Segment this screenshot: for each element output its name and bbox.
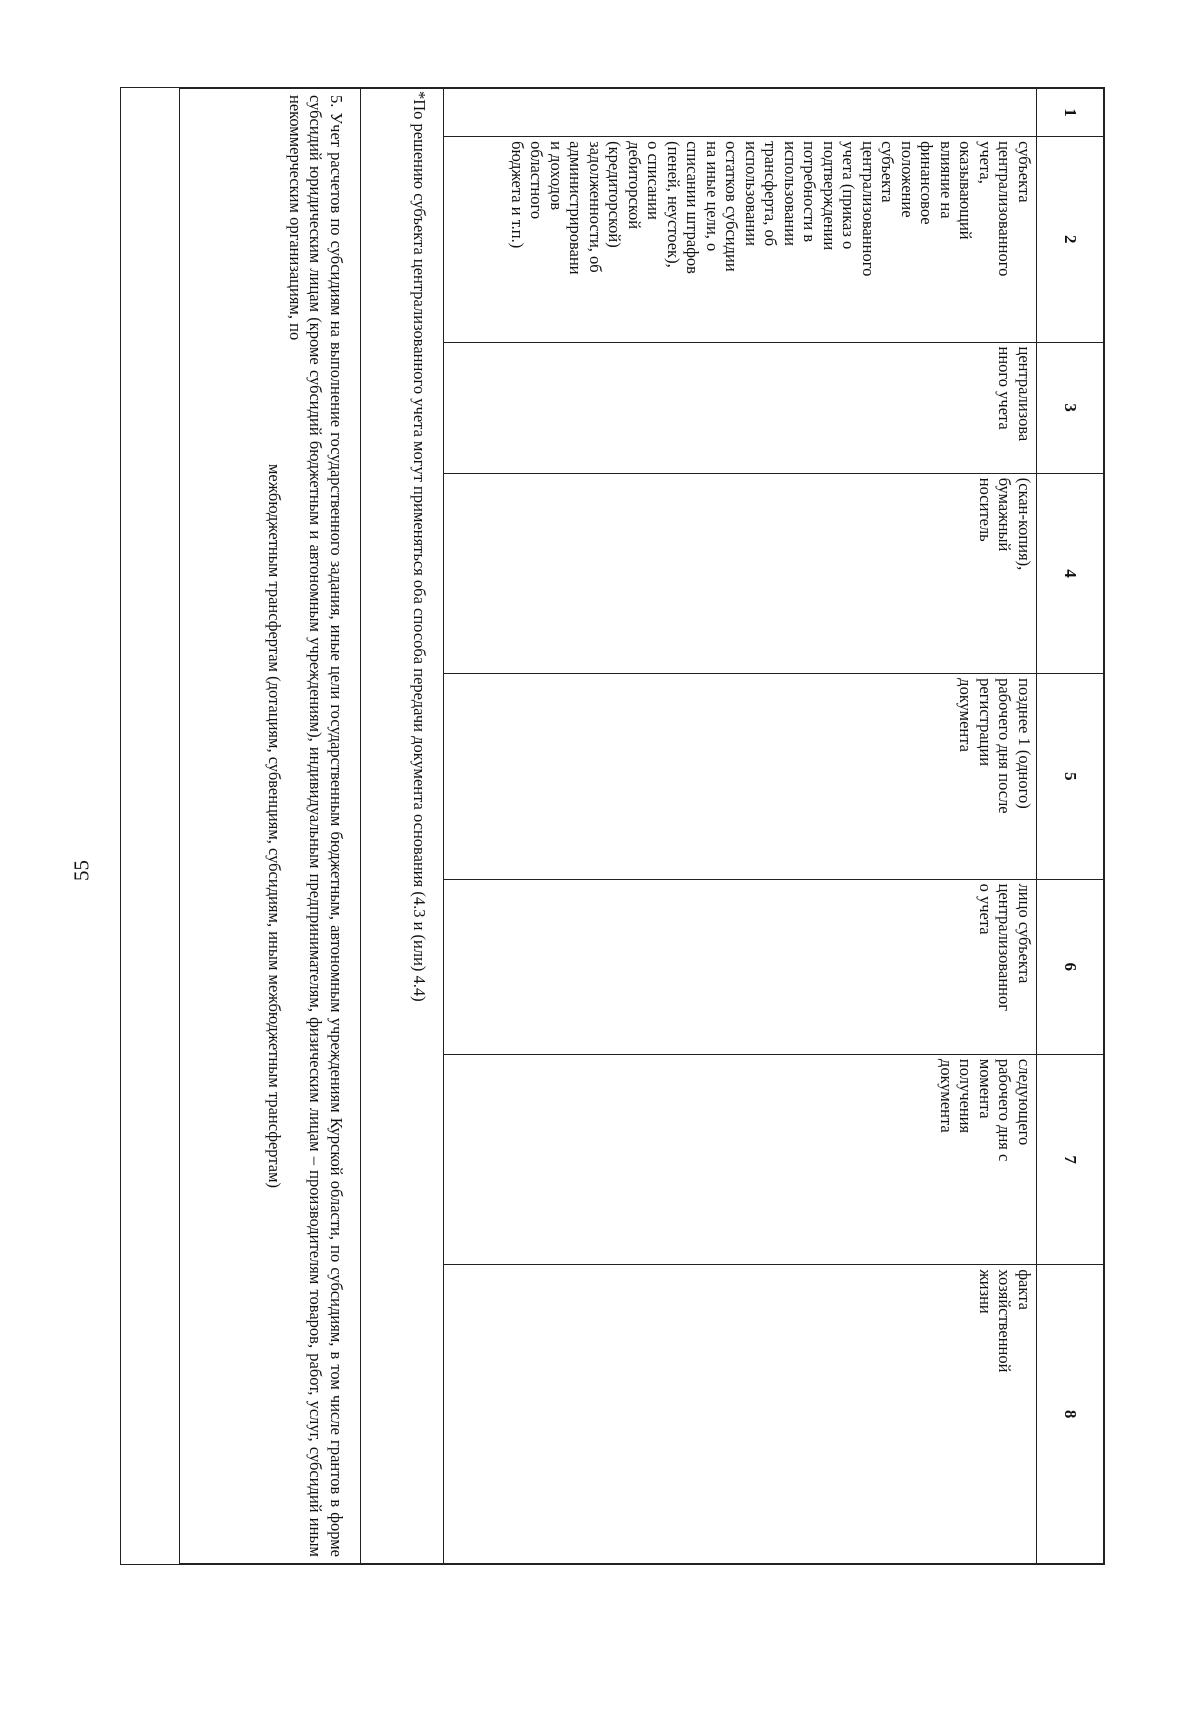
column-header: 6 <box>1037 879 1104 1054</box>
table-cell: централизова нного учета <box>444 342 1037 473</box>
section-5-block <box>179 88 361 1564</box>
section-5-last-line: межбюджетным трансфертам (дотациям, субвенциям, субсидиям, иным межбюджетным трансфертам) <box>265 463 285 1189</box>
column-header: 1 <box>1037 89 1104 137</box>
table-cell <box>444 89 1037 137</box>
table-row <box>444 89 1037 1564</box>
section-5-text: 5. Учет расчетов по субсидиям на выполнение государственного задания, иные цели государственным бюджетным, автономным учреждениям Курской области, по субсидиям, в том числе грантов в форме субсидий юридическим лицам (кроме субсидий бюджетным и автономным учреждениям), индивидуальным предпринимателям, физическим лицам – производителям товаров, работ, услуг, субсидий иным некоммерческим организациям, по <box>286 95 346 1557</box>
table-cell: следующего рабочего дня с момента получения документа <box>444 1054 1037 1264</box>
footnote-text: *По решению субъекта централизованного учета могут применяться оба способа передачи документа основания (4.3 и (или) 4.4) <box>410 91 429 1002</box>
table-cell: (скан-копия), бумажный носитель <box>444 473 1037 673</box>
table-cell: субъекта централизованного учета, оказывающий влияние на финансовое положение субъекта централизованного учета (приказ о подтверждении потребности в использовании трансферта, об использовании остатков субсидии на иные цели, о списании штрафов (пеней, неустоек), о списании дебиторской (кредиторской) задолженности, об администрировани и доходов областного бюджета и т.п.) <box>444 137 1037 342</box>
column-header: 7 <box>1037 1054 1104 1264</box>
schedule-table <box>443 88 1104 1564</box>
footnote-block <box>361 88 443 1564</box>
column-header: 2 <box>1037 137 1104 342</box>
table-cell: лицо субъекта централизованног о учета <box>444 879 1037 1054</box>
column-header: 4 <box>1037 473 1104 673</box>
page-number: 55 <box>69 860 94 881</box>
table-cell: факта хозяйственной жизни <box>444 1265 1037 1564</box>
table-cell: позднее 1 (одного) рабочего дня после регистрации документа <box>444 674 1037 879</box>
column-header: 8 <box>1037 1265 1104 1564</box>
table-header-row <box>1037 89 1104 1564</box>
document-sheet <box>120 87 1105 1565</box>
column-header: 5 <box>1037 674 1104 879</box>
column-header: 3 <box>1037 342 1104 473</box>
